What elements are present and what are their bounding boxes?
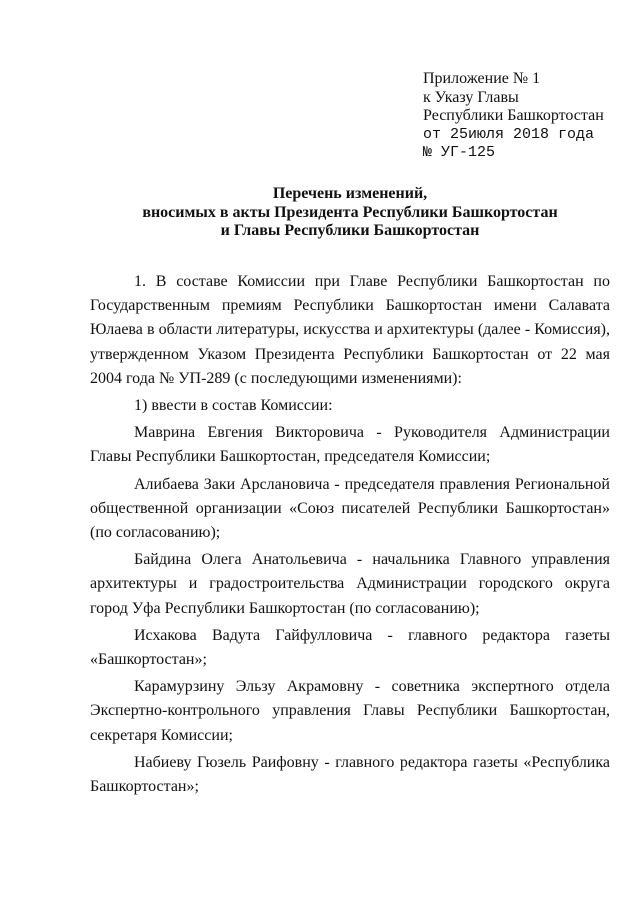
appendix-date: от 25июля 2018 года xyxy=(423,125,595,143)
paragraph-member-iskhakov: Исхакова Вадута Гайфулловича - главного редактора газеты «Башкортостан»; xyxy=(90,626,610,669)
paragraph-member-nabieva: Набиеву Гюзель Раифовну - главного редактора газеты «Республика Башкортостан»; xyxy=(90,753,610,796)
title-line-3: и Главы Республики Башкортостан xyxy=(220,222,480,239)
document-body xyxy=(90,270,610,802)
paragraph-member-mavrin: Маврина Евгения Викторовича - Руководителя Администрации Главы Республики Башкортостан, председателя Комиссии; xyxy=(90,424,610,466)
title-line-1: Перечень изменений, xyxy=(272,185,428,202)
paragraph-member-karamurzina: Карамурзину Эльзу Акрамовну - советника экспертного отдела Экспертно-контрольного управления Главы Республики Башкортостан, секретаря Комиссии; xyxy=(90,678,610,744)
document-title xyxy=(90,185,610,241)
appendix-line-3: Республики Башкортостан xyxy=(423,107,604,124)
paragraph-member-baidin: Байдина Олега Анатольевича - начальника Главного управления архитектуры и градостроительства Администрации городского округа город Уфа Республики Башкортостан (по согласованию); xyxy=(90,551,610,617)
appendix-line-2: к Указу Главы xyxy=(423,88,519,106)
appendix-number: № УГ-125 xyxy=(423,144,496,161)
paragraph-add-members: 1) ввести в состав Комиссии: xyxy=(134,397,333,415)
appendix-block xyxy=(423,70,623,163)
paragraph-commission-intro: 1. В составе Комиссии при Главе Республики Башкортостан по Государственным премиям Республики Башкортостан имени Салавата Юлаева в области литературы, искусства и архитектуры (далее - Комиссия), утвержденном Указом Президента Республики Башкортостан от 22 мая 2004 года № УП-289 (с последующими изменениями): xyxy=(90,273,610,387)
appendix-line-1: Приложение № 1 xyxy=(423,70,541,87)
title-line-2: вносимых в акты Президента Республики Башкортостан xyxy=(142,203,558,221)
paragraph-member-alibaev: Алибаева Заки Арслановича - председателя правления Региональной общественной организации «Союз писателей Республики Башкортостан» (по согласованию); xyxy=(90,475,610,542)
